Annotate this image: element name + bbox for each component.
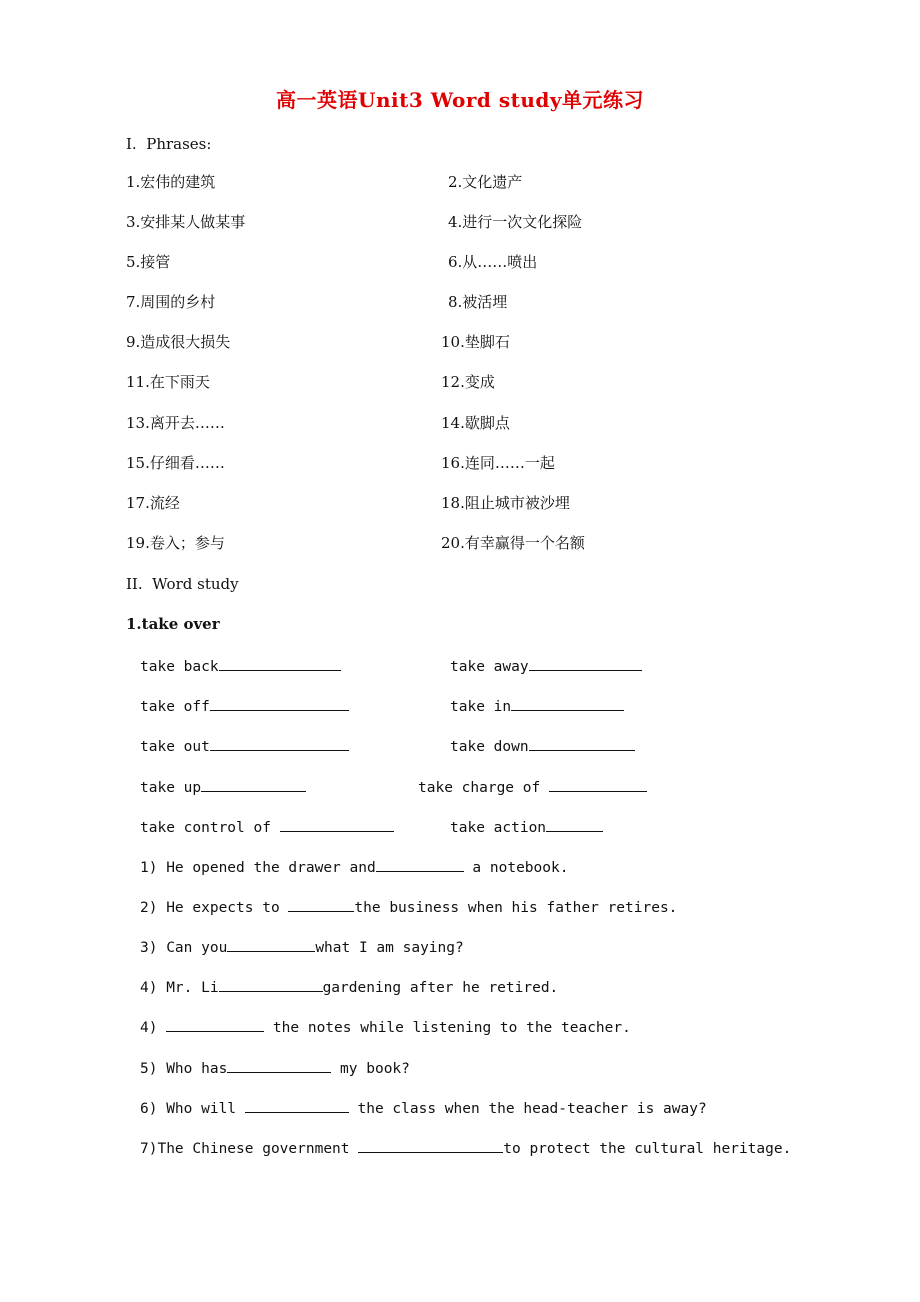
sentence-post: the business when his father retires.: [354, 900, 678, 916]
sentence-item: [140, 976, 558, 998]
answer-blank[interactable]: [219, 655, 341, 671]
take-phrase: [450, 695, 624, 717]
phrase-item: 8.被活埋: [448, 293, 508, 311]
sentence-item: [140, 1137, 791, 1159]
sentence-post: the class when the head-teacher is away?: [348, 1101, 707, 1117]
phrase-label: take control of: [140, 820, 271, 836]
answer-blank[interactable]: [201, 776, 306, 792]
sentence-item: [140, 1057, 410, 1079]
subsection-take-over: 1.take over: [126, 615, 220, 633]
answer-blank[interactable]: [245, 1097, 349, 1113]
sentence-pre: 6) Who will: [140, 1101, 245, 1117]
phrase-label: take in: [450, 699, 512, 715]
take-phrase: [418, 776, 647, 798]
phrase-label: take down: [450, 739, 529, 755]
sentence-pre: 3) Can you: [140, 940, 228, 956]
sentence-post: a notebook.: [463, 860, 569, 876]
answer-blank[interactable]: [529, 735, 635, 751]
answer-blank[interactable]: [546, 816, 603, 832]
sentence-post: my book?: [331, 1061, 410, 1077]
answer-blank[interactable]: [511, 695, 624, 711]
phrase-label: take up: [140, 780, 202, 796]
phrase-label: take back: [140, 659, 219, 675]
phrase-item: 6.从……喷出: [448, 253, 538, 271]
phrase-item: 7.周围的乡村: [126, 293, 216, 311]
phrase-item: 1.宏伟的建筑: [126, 173, 216, 191]
phrase-item: 14.歇脚点: [441, 414, 510, 432]
phrase-item: 15.仔细看……: [126, 454, 225, 472]
phrase-label: take off: [140, 699, 210, 715]
sentence-item: [140, 1097, 707, 1119]
phrase-item: 19.卷入；参与: [126, 534, 225, 552]
sentence-item: [140, 1016, 631, 1038]
phrase-item: 5.接管: [126, 253, 171, 271]
answer-blank[interactable]: [549, 776, 647, 792]
sentence-pre: 2) He expects to: [140, 900, 289, 916]
answer-blank[interactable]: [376, 856, 464, 872]
take-phrase: [450, 735, 635, 757]
take-phrase: [140, 776, 306, 798]
take-phrase: [450, 655, 642, 677]
phrase-item: 10.垫脚石: [441, 333, 510, 351]
answer-blank[interactable]: [280, 816, 394, 832]
answer-blank[interactable]: [358, 1137, 503, 1153]
take-phrase: [140, 655, 341, 677]
phrase-label: take away: [450, 659, 529, 675]
phrase-item: 11.在下雨天: [126, 373, 210, 391]
phrase-item: 2.文化遗产: [448, 173, 523, 191]
phrase-item: 20.有幸赢得一个名额: [441, 534, 585, 552]
phrase-item: 13.离开去……: [126, 414, 225, 432]
sentence-item: [140, 936, 464, 958]
answer-blank[interactable]: [227, 936, 315, 952]
answer-blank[interactable]: [227, 1057, 331, 1073]
section-word-study-heading: II. Word study: [126, 575, 239, 593]
sentence-pre: 1) He opened the drawer and: [140, 860, 376, 876]
section-phrases-heading: I. Phrases:: [126, 135, 212, 153]
phrase-item: 16.连同……一起: [441, 454, 555, 472]
phrase-item: 18.阻止城市被沙埋: [441, 494, 570, 512]
sentence-post: what I am saying?: [315, 940, 464, 956]
sentence-pre: 4) Mr. Li: [140, 980, 219, 996]
phrase-item: 9.造成很大损失: [126, 333, 231, 351]
sentence-pre: 4): [140, 1020, 167, 1036]
sentence-item: [140, 856, 568, 878]
phrase-item: 17.流经: [126, 494, 180, 512]
phrase-item: 3.安排某人做某事: [126, 213, 246, 231]
phrase-item: 12.变成: [441, 373, 495, 391]
phrase-label: take charge of: [418, 780, 541, 796]
sentence-post: gardening after he retired.: [322, 980, 559, 996]
page-title: 高一英语Unit3 Word study单元练习: [276, 88, 644, 112]
take-phrase: [450, 816, 603, 838]
sentence-pre: 5) Who has: [140, 1061, 228, 1077]
take-phrase: [140, 735, 349, 757]
take-phrase: [140, 816, 394, 838]
answer-blank[interactable]: [210, 695, 349, 711]
phrase-item: 4.进行一次文化探险: [448, 213, 583, 231]
answer-blank[interactable]: [166, 1016, 264, 1032]
take-phrase: [140, 695, 349, 717]
answer-blank[interactable]: [219, 976, 323, 992]
sentence-item: [140, 896, 677, 918]
answer-blank[interactable]: [210, 735, 349, 751]
answer-blank[interactable]: [529, 655, 642, 671]
sentence-post: to protect the cultural heritage.: [503, 1141, 792, 1157]
answer-blank[interactable]: [288, 896, 354, 912]
phrase-label: take action: [450, 820, 547, 836]
sentence-pre: 7)The Chinese government: [140, 1141, 359, 1157]
phrase-label: take out: [140, 739, 210, 755]
sentence-post: the notes while listening to the teacher.: [264, 1020, 631, 1036]
